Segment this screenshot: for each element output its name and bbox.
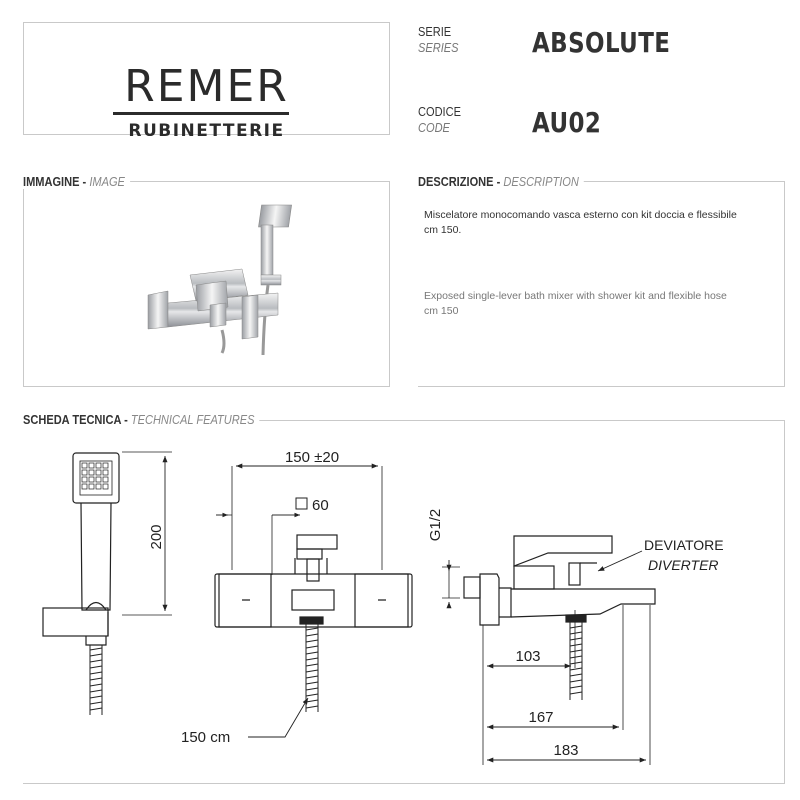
mixer-side-drawing (442, 536, 655, 765)
shower-holes (82, 463, 108, 489)
serie-label: SERIE SERIES (418, 24, 459, 55)
diverter-label-it: DEVIATORE (644, 537, 724, 553)
diverter-label-en: DIVERTER (648, 557, 719, 573)
dim-103: 103 (515, 648, 541, 665)
serie-value: ABSOLUTE (532, 26, 671, 59)
dim-200: 200 (148, 524, 165, 550)
hand-shower-hose (90, 645, 102, 715)
side-hose (570, 622, 582, 700)
dim-167: 167 (528, 709, 554, 726)
dim-square-60: 60 (312, 497, 329, 514)
description-section-title: DESCRIZIONE - DESCRIPTION (418, 174, 584, 189)
description-english: Exposed single-lever bath mixer with shower kit and flexible hose cm 150 (424, 290, 727, 317)
dim-hose-150cm: 150 cm (181, 729, 231, 746)
hand-shower-drawing (43, 452, 172, 715)
description-italian: Miscelatore monocomando vasca esterno con kit doccia e flessibile cm 150. (424, 209, 737, 236)
codice-label: CODICE CODE (418, 104, 461, 135)
dim-183: 183 (553, 742, 579, 759)
dim-150-pm20: 150 ±20 (284, 449, 340, 466)
image-section-title: IMMAGINE - IMAGE (23, 174, 130, 189)
brand-logo: REMER (124, 61, 289, 112)
dim-g12: G1/2 (427, 508, 444, 542)
brand-subtitle: RUBINETTERIE (128, 121, 285, 141)
codice-value: AU02 (532, 106, 602, 139)
technical-section-title: SCHEDA TECNICA - TECHNICAL FEATURES (23, 412, 260, 427)
